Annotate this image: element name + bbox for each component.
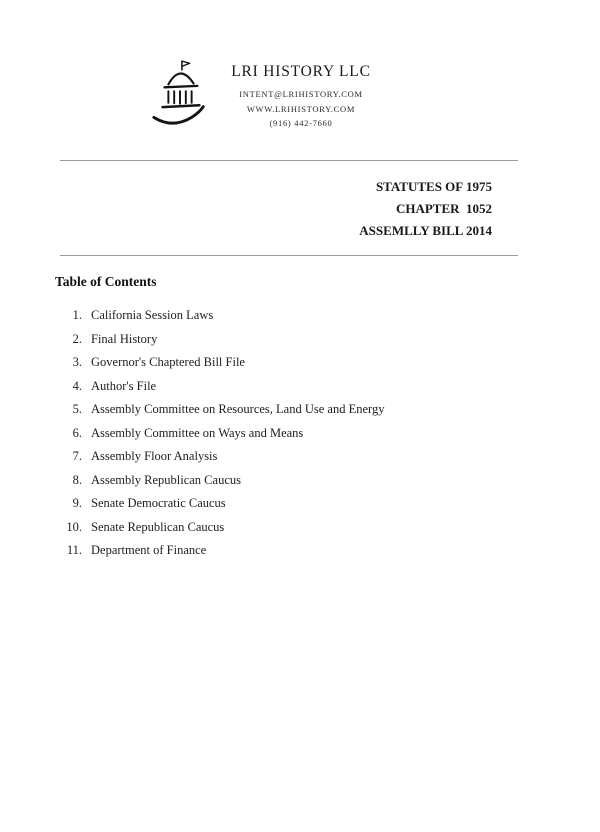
toc-item: [48, 375, 600, 399]
toc-title: Table of Contents: [55, 274, 157, 289]
toc-item: [48, 398, 600, 422]
company-phone: (916) 442-7660: [269, 118, 333, 129]
statute-reference-block: [0, 176, 600, 242]
toc-item-number: 10.: [66, 519, 82, 534]
document-page: [0, 56, 600, 832]
toc-item: [48, 304, 600, 328]
capitol-building-sketch-icon: [149, 56, 211, 138]
toc-item: [48, 492, 600, 516]
toc-item: [48, 328, 600, 352]
toc-item-number: 1.: [72, 308, 82, 322]
toc-item-label: Assembly Floor Analysis: [91, 449, 218, 463]
toc-item-number: 6.: [72, 425, 82, 440]
toc-item-number: 2.: [72, 331, 82, 346]
toc-item: [48, 516, 600, 540]
toc-item: [48, 539, 600, 563]
toc-item-number: 3.: [72, 355, 82, 369]
toc-item-number: 8.: [72, 472, 82, 487]
letterhead: [0, 56, 560, 138]
toc-item-label: Assembly Committee on Resources, Land Use and Energy: [91, 402, 385, 416]
toc-item-label: Department of Finance: [91, 543, 207, 557]
toc-item: [48, 445, 600, 469]
chapter-line: CHAPTER 1052: [395, 201, 492, 216]
toc-list: [48, 304, 600, 563]
toc-item-label: Senate Democratic Caucus: [91, 496, 226, 510]
toc-item-label: California Session Laws: [91, 308, 214, 322]
toc-item-number: 9.: [72, 496, 82, 510]
toc-item-label: Governor's Chaptered Bill File: [91, 355, 245, 369]
toc-item: [48, 422, 600, 446]
company-email: INTENT@LRIHISTORY.COM: [239, 88, 363, 99]
letterhead-text: [231, 63, 370, 132]
horizontal-rule-top: [60, 160, 518, 161]
toc-item-number: 5.: [72, 402, 82, 416]
company-name: LRI HISTORY LLC: [231, 62, 371, 80]
toc-item-number: 11.: [66, 543, 82, 557]
toc-item-label: Final History: [91, 331, 158, 346]
toc-item-number: 4.: [72, 378, 82, 393]
company-website: WWW.LRIHISTORY.COM: [246, 103, 356, 114]
toc-item-label: Assembly Committee on Ways and Means: [91, 425, 304, 440]
toc-item-label: Author's File: [91, 378, 157, 393]
toc-item-label: Senate Republican Caucus: [91, 519, 225, 534]
toc-item: [48, 469, 600, 493]
horizontal-rule-bottom: [60, 255, 518, 256]
toc-item-label: Assembly Republican Caucus: [91, 472, 241, 487]
toc-item-number: 7.: [72, 449, 82, 463]
bill-line: ASSEMLLY BILL 2014: [359, 223, 492, 238]
statutes-line: STATUTES OF 1975: [375, 179, 492, 194]
toc-item: [48, 351, 600, 375]
